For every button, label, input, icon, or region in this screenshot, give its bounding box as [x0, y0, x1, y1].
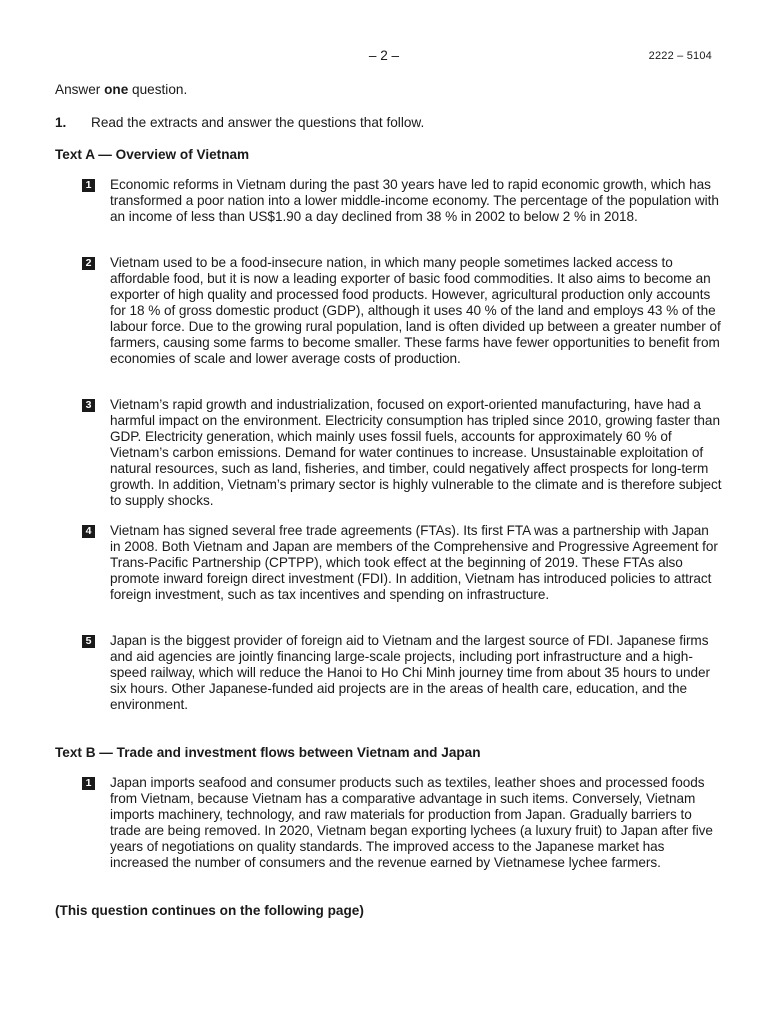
paragraph-text: Economic reforms in Vietnam during the past 30 years have led to rapid economic growth, which has transformed a poor nation into a lower middle-income economy. The percentage of the population with an income of less than US$1.90 a day declined from 38 % in 2002 to below 2 % in 2018. — [110, 177, 719, 224]
question-text: Read the extracts and answer the questions that follow. — [91, 115, 425, 130]
text-b-paragraph-1 — [82, 775, 722, 871]
paragraph-number-badge: 1 — [82, 179, 95, 192]
document-code: 2222 – 5104 — [648, 50, 712, 62]
paragraph-number-badge: 3 — [82, 399, 95, 412]
paragraph-number-badge: 4 — [82, 525, 95, 538]
exam-instruction — [55, 82, 187, 97]
instruction-suffix: question. — [128, 82, 188, 97]
text-b-heading: Text B — Trade and investment flows between Vietnam and Japan — [55, 745, 481, 760]
paragraph-number-badge: 5 — [82, 635, 95, 648]
instruction-prefix: Answer — [55, 82, 105, 97]
text-a-paragraph-5 — [82, 633, 722, 713]
paragraph-text: Japan is the biggest provider of foreign aid to Vietnam and the largest source of FDI. Japanese firms and aid agencies are jointly financing large-scale projects, including port infrastructure and a high-speed railway, which will reduce the Hanoi to Ho Chi Minh journey time from about 35 hours to under six hours. Other Japanese-funded aid projects are in the areas of health care, education, and the environment. — [110, 633, 711, 712]
text-a-paragraph-4 — [82, 523, 722, 603]
paragraph-text: Japan imports seafood and consumer products such as textiles, leather shoes and processed foods from Vietnam, because Vietnam has a comparative advantage in such items. Conversely, Vietnam imports machinery, technology, and raw materials for production from Japan. Gradually barriers to trade are being removed. In 2020, Vietnam began exporting lychees (a luxury fruit) to Japan after five years of negotiations on quality standards. The improved access to the Japanese market has increased the number of consumers and the revenue earned by Vietnamese lychee farmers. — [110, 775, 713, 870]
continuation-note: (This question continues on the following page) — [55, 903, 364, 918]
question-number: 1. — [55, 115, 67, 130]
paragraph-number-badge: 2 — [82, 257, 95, 270]
text-a-paragraph-1 — [82, 177, 722, 225]
paragraph-text: Vietnam’s rapid growth and industrialization, focused on export-oriented manufacturing, have had a harmful impact on the environment. Electricity consumption has tripled since 2010, growing faster than GDP. Electricity generation, which mainly uses fossil fuels, accounts for approximately 60 % of Vietnam’s carbon emissions. Demand for water continues to increase. Unsustainable exploitation of natural resources, such as land, fisheries, and timber, could negatively affect prospects for long-term growth. In addition, Vietnam’s primary sector is highly vulnerable to the climate and is therefore subject to supply shocks. — [110, 397, 722, 508]
instruction-emphasis: one — [104, 82, 129, 97]
paragraph-number-badge: 1 — [82, 777, 95, 790]
text-a-paragraph-3 — [82, 397, 722, 509]
text-a-heading: Text A — Overview of Vietnam — [55, 147, 250, 162]
text-a-paragraph-2 — [82, 255, 722, 367]
paragraph-text: Vietnam has signed several free trade agreements (FTAs). Its first FTA was a partnership with Japan in 2008. Both Vietnam and Japan are members of the Comprehensive and Progressive Agreement for Trans-Pacific Partnership (CPTPP), which took effect at the beginning of 2019. These FTAs also promote inward foreign direct investment (FDI). In addition, Vietnam has introduced policies to attract foreign investment, such as tax incentives and spending on infrastructure. — [110, 523, 718, 602]
page-number: – 2 – — [368, 48, 400, 63]
paragraph-text: Vietnam used to be a food-insecure nation, in which many people sometimes lacked access to affordable food, but it is now a leading exporter of basic food commodities. It also aims to become an exporter of high quality and processed food products. However, agricultural production only accounts for 18 % of gross domestic product (GDP), although it uses 40 % of the land and employs 43 % of the labour force. Due to the growing rural population, land is often divided up between a greater number of farmers, causing some farms to become smaller. These farms have fewer opportunities to benefit from economies of scale and lower average costs of production. — [110, 255, 721, 366]
